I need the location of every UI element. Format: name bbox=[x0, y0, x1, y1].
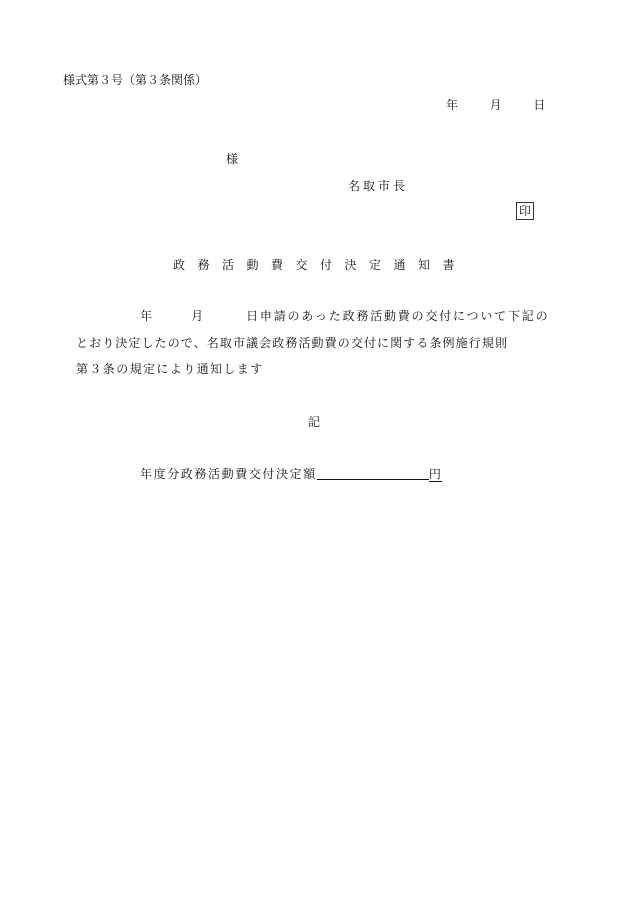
form-number: 様式第３号（第３条関係） bbox=[63, 73, 208, 87]
body-line-2: とおり決定したので、名取市議会政務活動費の交付に関する条例施行規則 bbox=[76, 336, 509, 350]
document-title: 政務活動費交付決定通知書 bbox=[173, 258, 468, 272]
currency-label: 円 bbox=[428, 467, 443, 481]
amount-label: 年度分政務活動費交付決定額 bbox=[140, 467, 317, 481]
body-year-label: 年 bbox=[140, 309, 154, 323]
date-day-label: 日 bbox=[533, 98, 546, 112]
date-month-label: 月 bbox=[489, 98, 502, 112]
body-line-1 bbox=[140, 307, 549, 324]
body-month-label: 月 bbox=[191, 309, 205, 323]
body-line-1-text: 日申請のあった政務活動費の交付について下記の bbox=[246, 309, 550, 323]
date-year-label: 年 bbox=[446, 98, 459, 112]
issuer-name: 名取市長 bbox=[348, 179, 409, 193]
date-line bbox=[446, 96, 545, 113]
amount-line bbox=[140, 465, 442, 482]
seal-mark: 印 bbox=[516, 202, 534, 220]
body-line-3: 第３条の規定により通知します bbox=[76, 362, 264, 376]
amount-blank-field bbox=[317, 466, 429, 480]
ki-heading: 記 bbox=[308, 415, 321, 429]
addressee-suffix: 様 bbox=[226, 152, 239, 166]
